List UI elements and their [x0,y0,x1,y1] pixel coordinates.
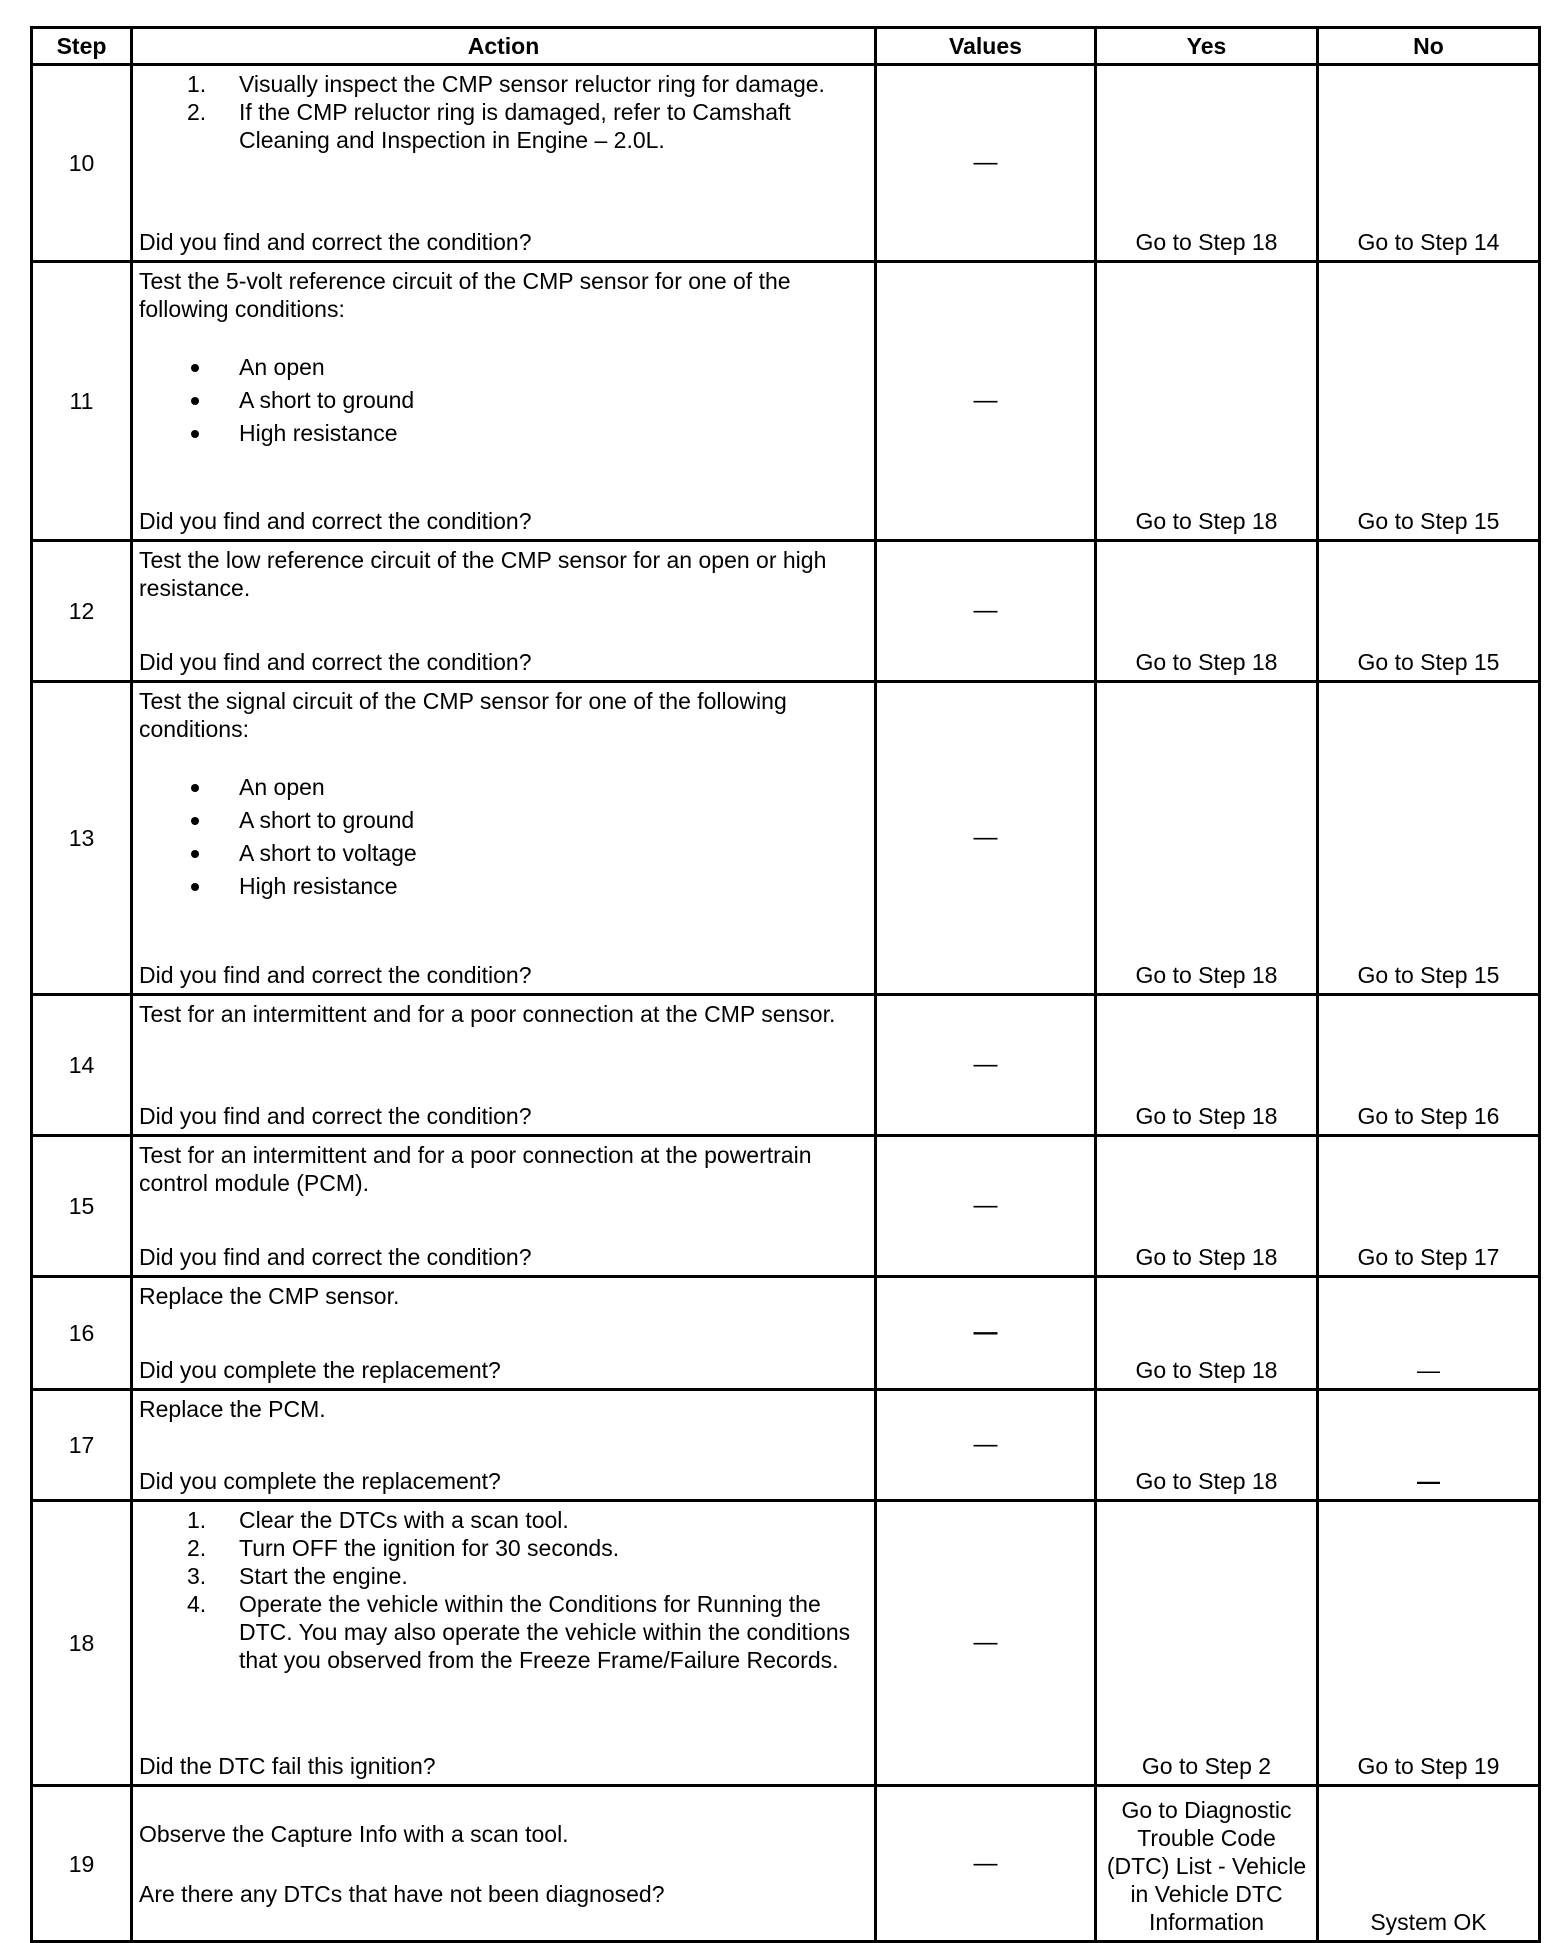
list-item: 4. Operate the vehicle within the Conditions for Running the DTC. You may also operate the vehicle within the conditions that you observed from the Freeze Frame/Failure Records. [187,1591,851,1673]
no-cell [1318,1390,1540,1501]
table-row [32,1390,1540,1501]
list-item: 2. If the CMP reluctor ring is damaged, refer to Camshaft Cleaning and Inspection in Engine – 2.0L. [187,99,791,153]
yes-text: Go to Step 18 [1135,1357,1278,1383]
action-cell [132,682,876,995]
step-number: 12 [32,541,132,682]
question-text: Are there any DTCs that have not been diagnosed? [139,1880,665,1907]
no-cell [1318,995,1540,1136]
yes-text: Go to Step 18 [1135,649,1278,675]
bullet-icon [191,364,199,372]
bullet-icon [191,430,199,438]
intro-text: Replace the CMP sensor. [139,1283,400,1309]
diagnostic-page [30,26,1538,1943]
yes-cell [1096,1786,1318,1942]
yes-cell [1096,1390,1318,1501]
table-row [32,262,1540,541]
list-item [139,771,868,804]
no-cell [1318,541,1540,682]
no-text: Go to Step 15 [1357,649,1500,675]
list-item-text: An open [239,354,325,380]
question-text: Did you find and correct the condition? [139,229,532,255]
list-item [139,870,868,903]
list-item [139,804,868,837]
list-item-text: A short to voltage [239,840,417,866]
step-number: 14 [32,995,132,1136]
action-cell [132,1277,876,1390]
yes-text: Go to Step 18 [1135,1468,1278,1494]
question-text: Did you find and correct the condition? [139,508,532,534]
list-item [139,417,868,450]
step-number: 11 [32,262,132,541]
no-cell [1318,262,1540,541]
list-item: 1. Visually inspect the CMP sensor reluctor ring for damage. [187,71,825,97]
no-text: Go to Step 19 [1357,1753,1500,1779]
bullet-icon [191,397,199,405]
yes-text: Go to Step 18 [1135,229,1278,255]
action-cell [132,541,876,682]
question-text: Did you find and correct the condition? [139,1103,532,1129]
values-cell: — [876,682,1096,995]
no-cell [1318,65,1540,262]
step-number: 18 [32,1501,132,1786]
question-text: Did you find and correct the condition? [139,649,532,675]
table-row [32,1501,1540,1786]
action-cell [132,995,876,1136]
table-row [32,65,1540,262]
no-cell [1318,1277,1540,1390]
no-text: — [1417,1357,1440,1383]
yes-text: Go to Step 18 [1135,962,1278,988]
no-text: — [1417,1468,1440,1494]
list-item [139,351,868,384]
list-item-text: Turn OFF the ignition for 30 seconds. [239,1535,620,1561]
bullet-icon [191,850,199,858]
diagnostic-table [30,26,1541,1943]
no-text: Go to Step 16 [1357,1103,1500,1129]
step-number: 15 [32,1136,132,1277]
numbered-list [139,1506,868,1674]
action-cell [132,1786,876,1942]
table-row [32,682,1540,995]
question-text: Did the DTC fail this ignition? [139,1753,436,1779]
values-cell: — [876,65,1096,262]
step-number: 16 [32,1277,132,1390]
values-cell: — [876,262,1096,541]
intro-text: Test the low reference circuit of the CMP sensor for an open or high resistance. [139,547,827,601]
no-cell [1318,1786,1540,1942]
header-row [32,28,1540,65]
no-text: Go to Step 15 [1357,962,1500,988]
action-cell [132,1390,876,1501]
yes-cell [1096,541,1318,682]
intro-text: Replace the PCM. [139,1396,326,1422]
yes-text: Go to Step 2 [1141,1753,1272,1779]
yes-text: Go to Step 18 [1135,1103,1278,1129]
values-cell: — [876,541,1096,682]
no-text: Go to Step 14 [1357,229,1500,255]
bullet-list [139,771,868,903]
question-text: Did you complete the replacement? [139,1357,501,1383]
table-row [32,1277,1540,1390]
list-item-text: Clear the DTCs with a scan tool. [239,1507,569,1533]
list-item-text: High resistance [239,420,398,446]
action-cell [132,1136,876,1277]
yes-cell [1096,1277,1318,1390]
list-item [139,384,868,417]
step-number: 17 [32,1390,132,1501]
values-cell: — [876,1136,1096,1277]
list-item [139,837,868,870]
question-text: Did you find and correct the condition? [139,1244,532,1270]
bullet-list [139,351,868,450]
yes-cell [1096,65,1318,262]
bullet-icon [191,784,199,792]
no-text: Go to Step 17 [1357,1244,1500,1270]
yes-cell [1096,262,1318,541]
intro-text: Observe the Capture Info with a scan tool. [139,1820,569,1847]
list-item-text: If the CMP reluctor ring is damaged, refer to Camshaft Cleaning and Inspection in Engine – 2.0L. [239,99,791,153]
yes-cell [1096,995,1318,1136]
list-item-text: Visually inspect the CMP sensor reluctor ring for damage. [239,71,825,97]
yes-text: Go to Step 18 [1135,508,1278,534]
action-cell [132,1501,876,1786]
table-row [32,995,1540,1136]
intro-text: Test the 5-volt reference circuit of the CMP sensor for one of the following conditions: [139,268,791,322]
list-item-text: A short to ground [239,807,415,833]
header-step: Step [32,28,132,65]
bullet-icon [191,883,199,891]
values-cell: — [876,995,1096,1136]
question-text: Did you complete the replacement? [139,1468,501,1494]
table-row [32,1786,1540,1942]
intro-text: Test for an intermittent and for a poor connection at the CMP sensor. [139,1001,836,1027]
list-item-text: High resistance [239,873,398,899]
step-number: 10 [32,65,132,262]
header-no: No [1318,28,1540,65]
intro-text: Test the signal circuit of the CMP sensor for one of the following conditions: [139,688,787,742]
header-values: Values [876,28,1096,65]
values-cell: — [876,1786,1096,1942]
question-text: Did you find and correct the condition? [139,962,532,988]
no-cell [1318,1501,1540,1786]
header-action: Action [132,28,876,65]
no-cell [1318,1136,1540,1277]
no-text: Go to Step 15 [1357,508,1500,534]
yes-cell [1096,1136,1318,1277]
values-cell: — [876,1390,1096,1501]
list-item: 3. Start the engine. [187,1563,408,1589]
yes-cell [1096,682,1318,995]
step-number: 19 [32,1786,132,1942]
step-number: 13 [32,682,132,995]
values-cell: — [876,1277,1096,1390]
table-row [32,1136,1540,1277]
list-item: 2. Turn OFF the ignition for 30 seconds. [187,1535,620,1561]
list-item-text: A short to ground [239,387,415,413]
list-item-text: Operate the vehicle within the Conditions for Running the DTC. You may also operate the vehicle within the conditions that you observed from the Freeze Frame/Failure Records. [239,1591,851,1673]
action-cell [132,262,876,541]
yes-text: Go to Diagnostic Trouble Code (DTC) List - Vehicle in Vehicle DTC Information [1106,1797,1307,1935]
action-cell [132,65,876,262]
header-yes: Yes [1096,28,1318,65]
yes-text: Go to Step 18 [1135,1244,1278,1270]
no-text: System OK [1370,1909,1487,1935]
bullet-icon [191,817,199,825]
values-cell: — [876,1501,1096,1786]
no-cell [1318,682,1540,995]
table-row [32,541,1540,682]
yes-cell [1096,1501,1318,1786]
numbered-list [139,70,868,154]
list-item-text: Start the engine. [239,1563,408,1589]
list-item-text: An open [239,774,325,800]
list-item: 1. Clear the DTCs with a scan tool. [187,1507,569,1533]
intro-text: Test for an intermittent and for a poor connection at the powertrain control module (PCM). [139,1142,812,1196]
